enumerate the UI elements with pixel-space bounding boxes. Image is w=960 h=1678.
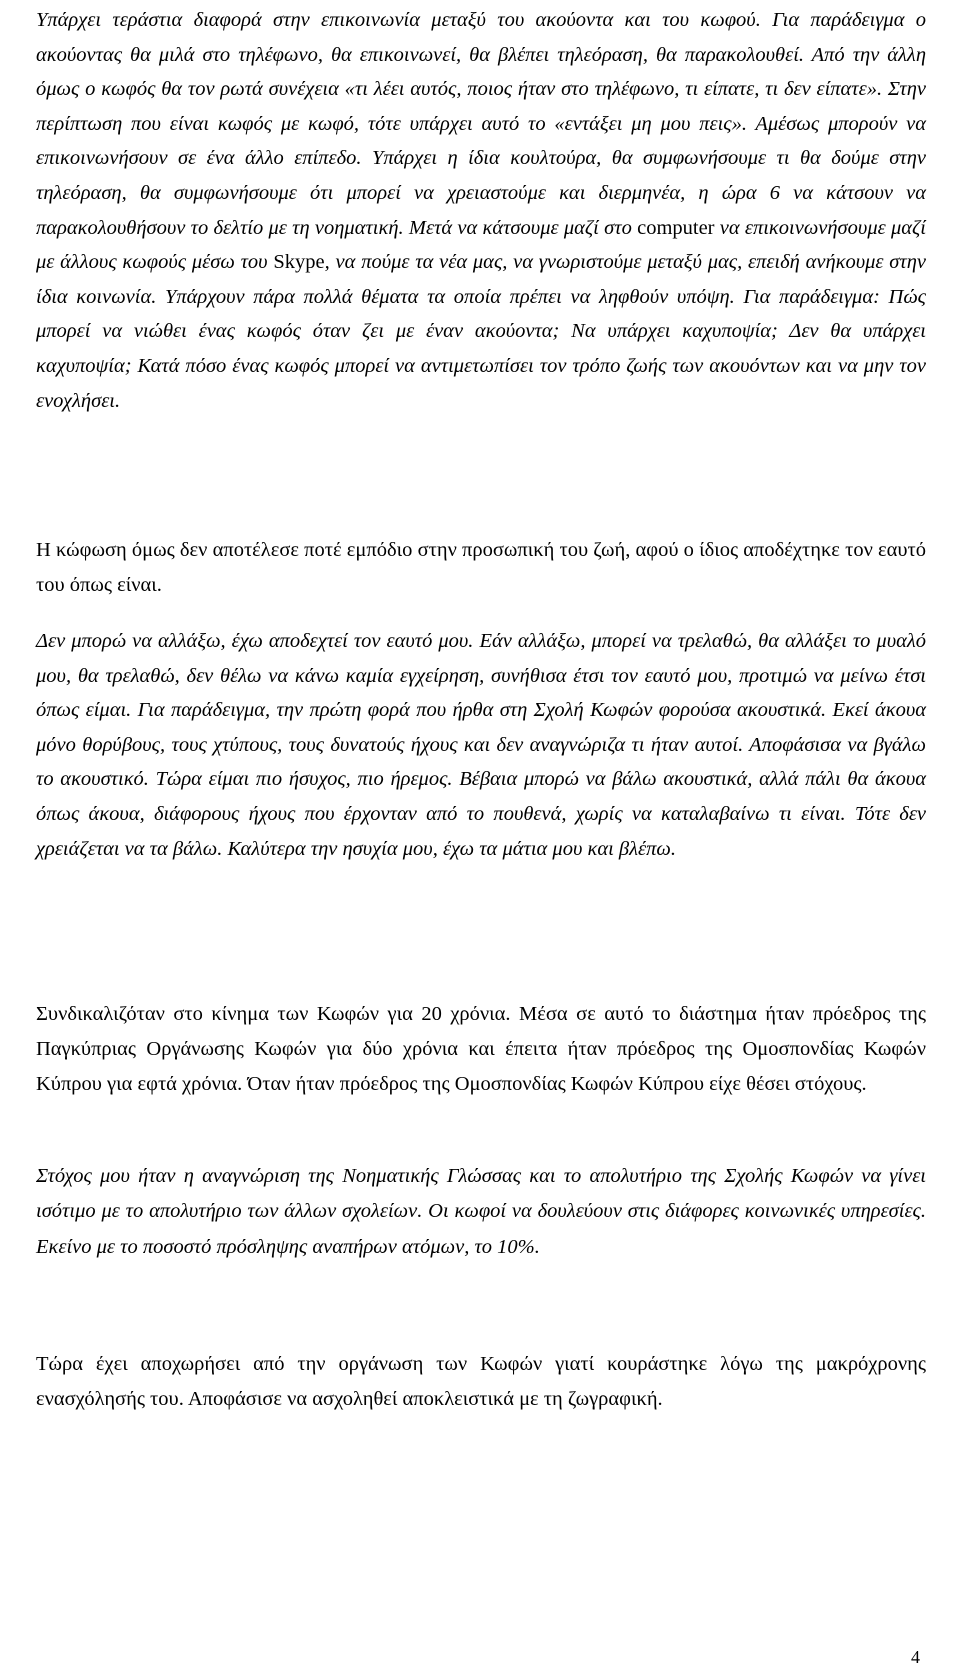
paragraph-deafness-personal-life: Η κώφωση όμως δεν αποτέλεσε ποτέ εμπόδιο στην προσωπική του ζωή, αφού ο ίδιος αποδέχτηκε τον εαυτό του όπως είναι. bbox=[36, 539, 926, 597]
paragraph-union-activity: Συνδικαλιζόταν στο κίνημα των Κωφών για 20 χρόνια. Μέσα σε αυτό το διάστημα ήταν πρόεδρος της Παγκύπριας Οργάνωσης Κωφών για δύο χρόνια και έπειτα ήταν πρόεδρος της Ομοσπονδίας Κωφών Κύπρου για εφτά χρόνια. Όταν ήταν πρόεδρος της Ομοσπονδίας Κωφών Κύπρου είχε θέσει στόχους. bbox=[36, 1003, 926, 1096]
skype-term: Skype bbox=[273, 251, 325, 274]
quote-text: να επικοινωνήσουμε μαζί με άλλους κωφούς μέσω του bbox=[36, 216, 926, 274]
interview-quote-self-acceptance: Δεν μπορώ να αλλάξω, έχω αποδεχτεί τον εαυτό μου. Εάν αλλάξω, μπορεί να τρελαθώ, θα αλλάξει το μυαλό μου, θα τρελαθώ, δεν θέλω να κάνω καμία εγχείρηση, συνήθισα έτσι τον εαυτό μου, προτιμώ να μείνω έτσι όπως είμαι. Για παράδειγμα, την πρώτη φορά που ήρθα στη Σχολή Κωφών φορούσα ακουστικά. Εκεί άκουα μόνο θορύβους, τους χτύπους, τους δυνατούς ήχους και δεν αναγνώριζα τι ήταν αυτοί. Αποφάσισα να βγάλω το ακουστικό. Τώρα είμαι πιο ήσυχος, πιο ήρεμος. Βέβαια μπορώ να βάλω ακουστικά, αλλά πάλι θα άκουα όπως άκουα, διάφορους ήχους που έρχονταν από το πουθενά, χωρίς να καταλαβαίνω τι είναι. Τότε δεν χρειάζεται να τα βάλω. Καλύτερα την ησυχία μου, έχω τα μάτια μου και βλέπω. bbox=[36, 630, 926, 860]
page-number: 4 bbox=[911, 1647, 920, 1667]
paragraph-retirement: Τώρα έχει αποχωρήσει από την οργάνωση των Κωφών γιατί κουράστηκε λόγω της μακρόχρονης ενασχόλησής του. Αποφάσισε να ασχοληθεί αποκλειστικά με τη ζωγραφική. bbox=[36, 1353, 926, 1411]
computer-term: computer bbox=[637, 216, 715, 239]
quote-text: , να πούμε τα νέα μας, να γνωριστούμε μεταξύ μας, επειδή ανήκουμε στην ίδια κοινωνία. Υπάρχουν πάρα πολλά θέματα τα οποία πρέπει να ληφθούν υπόψη. Για παράδειγμα: Πώς μπορεί να νιώθει ένας κωφός όταν ζει με έναν ακούοντα; Να υπάρχει καχυποψία; Δεν θα υπάρχει καχυποψία; Κατά πόσο ένας κωφός μπορεί να αντιμετωπίσει τον τρόπο ζωής των ακουόντων και να μην τον ενοχλήσει. bbox=[36, 251, 926, 412]
interview-quote-goals: Στόχος μου ήταν η αναγνώριση της Νοηματικής Γλώσσας και το απολυτήριο της Σχολής Κωφών να γίνει ισότιμο με το απολυτήριο των άλλων σχολείων. Οι κωφοί να δουλεύουν στις διάφορες κοινωνικές υπηρεσίες. Εκείνο με το ποσοστό πρόσληψης αναπήρων ατόμων, το 10%. bbox=[36, 1165, 926, 1258]
quote-text: Υπάρχει τεράστια διαφορά στην επικοινωνία μεταξύ του ακούοντα και του κωφού. Για παράδειγμα ο ακούοντας θα μιλά στο τηλέφωνο, θα επικοινωνεί, θα βλέπει τηλεόραση, θα παρακολουθεί. Από την άλλη όμως ο κωφός θα τον ρωτά συνέχεια «τι λέει αυτός, ποιος ήταν στο τηλέφωνο, τι είπατε, τι δεν είπατε». Στην περίπτωση που είναι κωφός με κωφό, τότε υπάρχει αυτό το «εντάξει μη μου πεις». Αμέσως μπορούν να επικοινωνήσουν σε ένα άλλο επίπεδο. Υπάρχει η ίδια κουλτούρα, θα συμφωνήσουμε τι θα δούμε στην τηλεόραση, θα συμφωνήσουμε ότι μπορεί να χρειαστούμε και διερμηνέα, η ώρα 6 να κάτσουν να παρακολουθήσουν το δελτίο με τη νοηματική. Μετά να κάτσουμε μαζί στο bbox=[36, 9, 926, 239]
interview-quote-communication bbox=[36, 3, 926, 418]
